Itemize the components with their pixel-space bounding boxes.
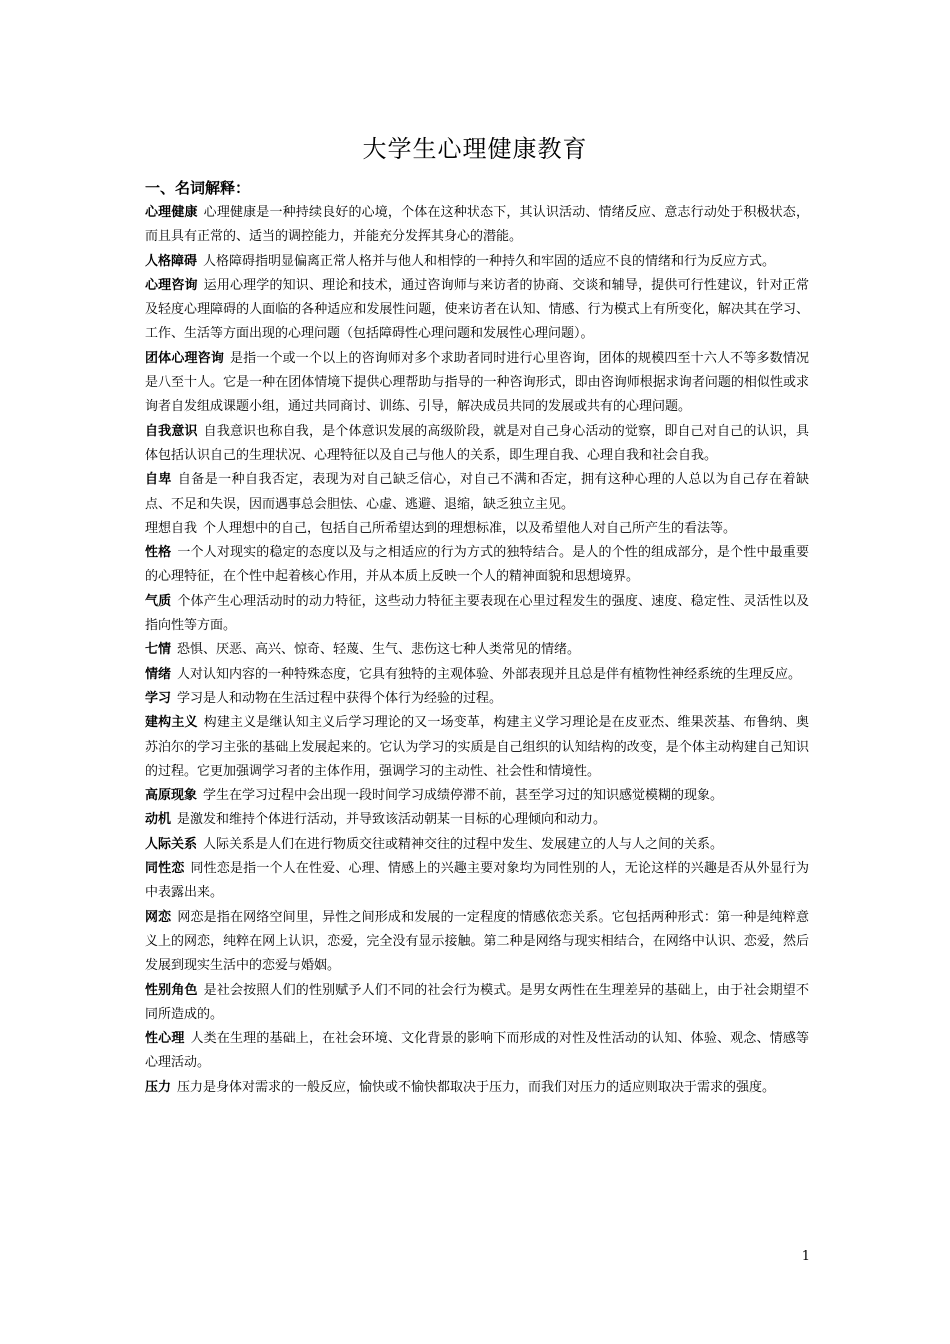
glossary-definition: 网恋是指在网络空间里，异性之间形成和发展的一定程度的情感依恋关系。它包括两种形式：第一种是纯粹意义上的网恋，纯粹在网上认识，恋爱，完全没有显示接触。第二种是网络与现实相结合，在网络中认识、恋爱，然后发展到现实生活中的恋爱与婚姻。 — [145, 909, 809, 974]
glossary-definition: 个人理想中的自己，包括自己所希望达到的理想标准，以及希望他人对自己所产生的看法等。 — [203, 520, 737, 536]
glossary-term: 性别角色 — [145, 982, 198, 998]
glossary-term: 高原现象 — [145, 788, 198, 804]
glossary-definition: 同性恋是指一个人在性爱、心理、情感上的兴趣主要对象均为同性别的人，无论这样的兴趣是否从外显行为中表露出来。 — [145, 861, 809, 901]
glossary-definition: 一个人对现实的稳定的态度以及与之相适应的行为方式的独特结合。是人的个性的组成部分，是个性中最重要的心理特征，在个性中起着核心作用，并从本质上反映一个人的精神面貌和思想境界。 — [145, 545, 809, 585]
glossary-entry — [145, 833, 809, 857]
glossary-definition: 学生在学习过程中会出现一段时间学习成绩停滞不前，甚至学习过的知识感觉模糊的现象。 — [203, 788, 724, 804]
glossary-list — [145, 201, 809, 1100]
glossary-entry — [145, 541, 809, 590]
glossary-definition: 人类在生理的基础上，在社会环境、文化背景的影响下而形成的对性及性活动的认知、体验、观念、情感等心理活动。 — [145, 1031, 809, 1071]
glossary-entry — [145, 808, 809, 832]
glossary-entry — [145, 201, 809, 250]
glossary-term: 网恋 — [145, 909, 172, 925]
glossary-definition: 人格障碍指明显偏离正常人格并与他人和相悖的一种持久和牢固的适应不良的情绪和行为反应方式。 — [203, 253, 776, 269]
glossary-entry — [145, 687, 809, 711]
glossary-entry — [145, 979, 809, 1028]
glossary-term: 性心理 — [145, 1031, 185, 1047]
glossary-definition: 心理健康是一种持续良好的心境，个体在这种状态下，其认识活动、情绪反应、意志行动处于积极状态，而且具有正常的、适当的调控能力，并能充分发挥其身心的潜能。 — [145, 205, 809, 245]
glossary-term: 理想自我 — [145, 520, 198, 536]
glossary-term: 性格 — [145, 545, 172, 561]
glossary-entry — [145, 1027, 809, 1076]
glossary-definition: 构建主义是继认知主义后学习理论的又一场变革，构建主义学习理论是在皮亚杰、维果茨基、布鲁纳、奥苏泊尔的学习主张的基础上发展起来的。它认为学习的实质是自己组织的认知结构的改变，是个体主动构建自己知识的过程。它更加强调学习者的主体作用，强调学习的主动性、社会性和情境性。 — [145, 715, 809, 779]
glossary-entry — [145, 468, 809, 517]
glossary-definition: 是激发和维持个体进行活动，并导致该活动朝某一目标的心理倾向和动力。 — [177, 812, 607, 828]
glossary-definition: 学习是人和动物在生活过程中获得个体行为经验的过程。 — [177, 690, 503, 706]
glossary-term: 自我意识 — [145, 423, 198, 439]
glossary-term: 人格障碍 — [145, 253, 198, 269]
glossary-entry — [145, 784, 809, 808]
glossary-definition: 人对认知内容的一种特殊态度，它具有独特的主观体验、外部表现并且总是伴有植物性神经系统的生理反应。 — [177, 666, 802, 682]
glossary-entry — [145, 274, 809, 347]
glossary-term: 情绪 — [145, 666, 172, 682]
glossary-term: 气质 — [145, 593, 172, 609]
glossary-term: 自卑 — [145, 472, 172, 488]
glossary-entry — [145, 347, 809, 420]
glossary-term: 心理咨询 — [145, 277, 198, 293]
glossary-definition: 是指一个或一个以上的咨询师对多个求助者同时进行心里咨询，团体的规模四至十六人不等多数情况是八至十人。它是一种在团体情境下提供心理帮助与指导的一种咨询形式，即由咨询师根据求询者问题的相似性或求询者自发组成课题小组，通过共同商讨、训练、引导，解决成员共同的发展或共有的心理问题。 — [145, 350, 809, 415]
glossary-entry — [145, 663, 809, 687]
page-number: 1 — [801, 1249, 810, 1264]
glossary-entry — [145, 906, 809, 979]
glossary-entry — [145, 857, 809, 906]
section-heading: 一、名词解释： — [145, 179, 251, 197]
document-title: 大学生心理健康教育 — [362, 135, 588, 163]
glossary-term: 压力 — [145, 1079, 172, 1095]
glossary-term: 心理健康 — [145, 205, 198, 220]
glossary-definition: 是社会按照人们的性别赋予人们不同的社会行为模式。是男女两性在生理差异的基础上，由于社会期望不同所造成的。 — [145, 982, 809, 1022]
glossary-term: 建构主义 — [145, 715, 198, 731]
glossary-definition: 运用心理学的知识、理论和技术，通过咨询师与来访者的协商、交谈和辅导，提供可行性建议，针对正常及轻度心理障碍的人面临的各种适应和发展性问题，使来访者在认知、情感、行为模式上有所变化，解决其在学习、工作、生活等方面出现的心理问题（包括障碍性心理问题和发展性心理问题）。 — [145, 277, 809, 342]
glossary-term: 学习 — [145, 690, 172, 706]
glossary-entry — [145, 517, 809, 541]
glossary-entry — [145, 1076, 809, 1100]
glossary-entry — [145, 711, 809, 784]
glossary-definition: 压力是身体对需求的一般反应，愉快或不愉快都取决于压力，而我们对压力的适应则取决于需求的强度。 — [177, 1079, 776, 1095]
glossary-term: 人际关系 — [145, 836, 198, 852]
glossary-definition: 人际关系是人们在进行物质交往或精神交往的过程中发生、发展建立的人与人之间的关系。 — [203, 836, 724, 852]
glossary-definition: 自我意识也称自我，是个体意识发展的高级阶段，就是对自己身心活动的觉察，即自己对自己的认识，具体包括认识自己的生理状况、心理特征以及自己与他人的关系，即生理自我、心理自我和社会自我。 — [145, 423, 809, 463]
glossary-definition: 个体产生心理活动时的动力特征，这些动力特征主要表现在心里过程发生的强度、速度、稳定性、灵活性以及指向性等方面。 — [145, 593, 809, 634]
glossary-term: 动机 — [145, 812, 172, 828]
glossary-entry — [145, 250, 809, 274]
glossary-term: 团体心理咨询 — [145, 350, 224, 366]
glossary-term: 同性恋 — [145, 861, 185, 877]
glossary-entry — [145, 638, 809, 662]
glossary-definition: 恐惧、厌恶、高兴、惊奇、轻蔑、生气、悲伤这七种人类常见的情绪。 — [177, 642, 581, 658]
glossary-entry — [145, 590, 809, 639]
glossary-definition: 自备是一种自我否定，表现为对自己缺乏信心，对自己不满和否定，拥有这种心理的人总以为自己存在着缺点、不足和失误，因而遇事总会胆怯、心虚、逃避、退缩，缺乏独立主见。 — [145, 472, 809, 512]
glossary-entry — [145, 420, 809, 469]
glossary-term: 七情 — [145, 642, 172, 658]
